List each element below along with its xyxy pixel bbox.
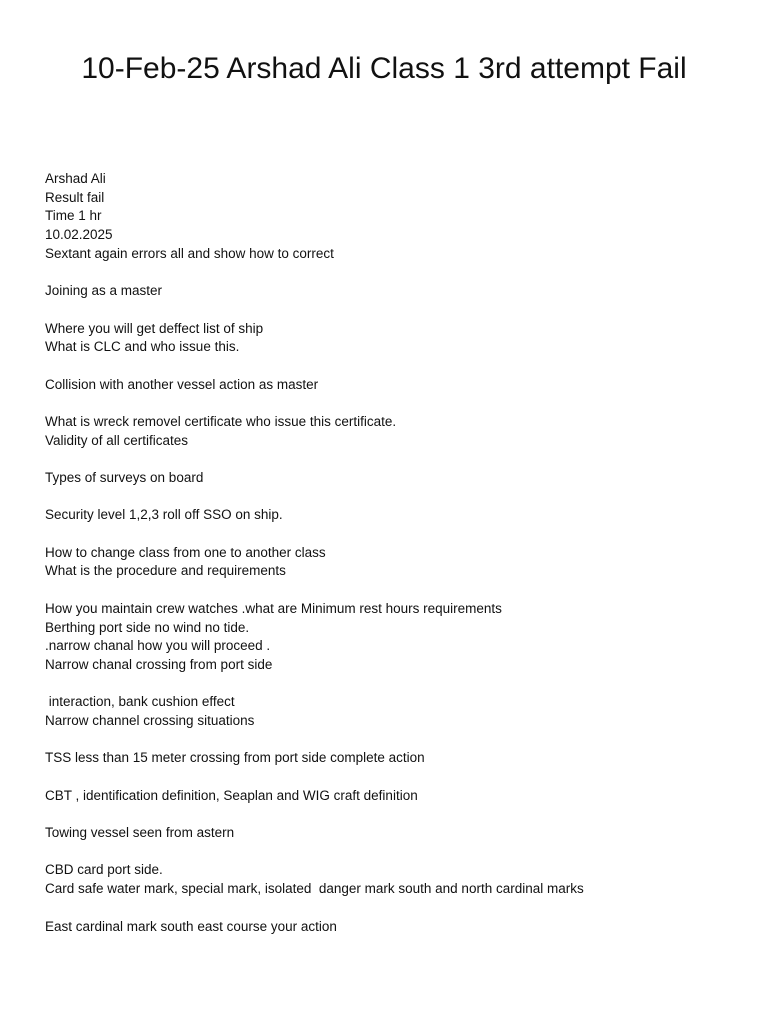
text-line: Where you will get deffect list of ship [45, 320, 264, 336]
document-body [45, 170, 745, 936]
text-line: Types of surveys on board [45, 470, 204, 485]
text-line: East cardinal mark south east course your action [45, 918, 337, 934]
paragraph-gap [45, 731, 745, 750]
text-line: Card safe water mark, special mark, isolated danger mark south and north cardinal marks [45, 881, 584, 897]
paragraph-gap [45, 301, 745, 320]
paragraph-gap [45, 899, 745, 918]
text-line: Time 1 hr [45, 208, 102, 224]
text-line: Narrow chanal crossing from port side [45, 656, 273, 672]
text-line: CBD card port side. [45, 862, 163, 878]
text-line: What is wreck removel certificate who issue this certificate. [45, 413, 397, 429]
paragraph-gap [45, 357, 745, 376]
paragraph-gap [45, 805, 745, 824]
text-line: What is CLC and who issue this. [45, 339, 240, 355]
text-line: Validity of all certificates [45, 432, 189, 448]
paragraph-gap [45, 675, 745, 694]
text-line: Joining as a master [45, 283, 163, 299]
paragraph-gap [45, 768, 745, 787]
text-line: Arshad Ali [45, 171, 106, 186]
text-line: Sextant again errors all and show how to correct [45, 245, 334, 261]
paragraph-gap [45, 525, 745, 544]
paragraph-gap [45, 263, 745, 282]
paragraph-gap [45, 843, 745, 862]
text-line: CBT , identification definition, Seaplan and WIG craft definition [45, 787, 418, 803]
text-line: What is the procedure and requirements [45, 563, 286, 579]
paragraph-gap [45, 488, 745, 507]
document-title: 10-Feb-25 Arshad Ali Class 1 3rd attempt Fail [81, 52, 687, 85]
text-line: Towing vessel seen from astern [45, 825, 235, 841]
text-line: How you maintain crew watches .what are Minimum rest hours requirements [45, 600, 502, 616]
text-line: interaction, bank cushion effect [45, 694, 235, 710]
text-line: Security level 1,2,3 roll off SSO on ship. [45, 507, 283, 523]
text-line: Collision with another vessel action as master [45, 376, 319, 392]
paragraph-gap [45, 450, 745, 469]
paragraph-gap [45, 394, 745, 413]
paragraph-gap [45, 581, 745, 600]
text-line: .narrow chanal how you will proceed . [45, 638, 271, 654]
text-line: Result fail [45, 189, 105, 205]
text-line: Berthing port side no wind no tide. [45, 619, 250, 635]
text-line: TSS less than 15 meter crossing from port side complete action [45, 750, 425, 766]
text-line: How to change class from one to another class [45, 544, 326, 560]
text-line: Narrow channel crossing situations [45, 712, 255, 728]
text-line: 10.02.2025 [45, 227, 113, 243]
